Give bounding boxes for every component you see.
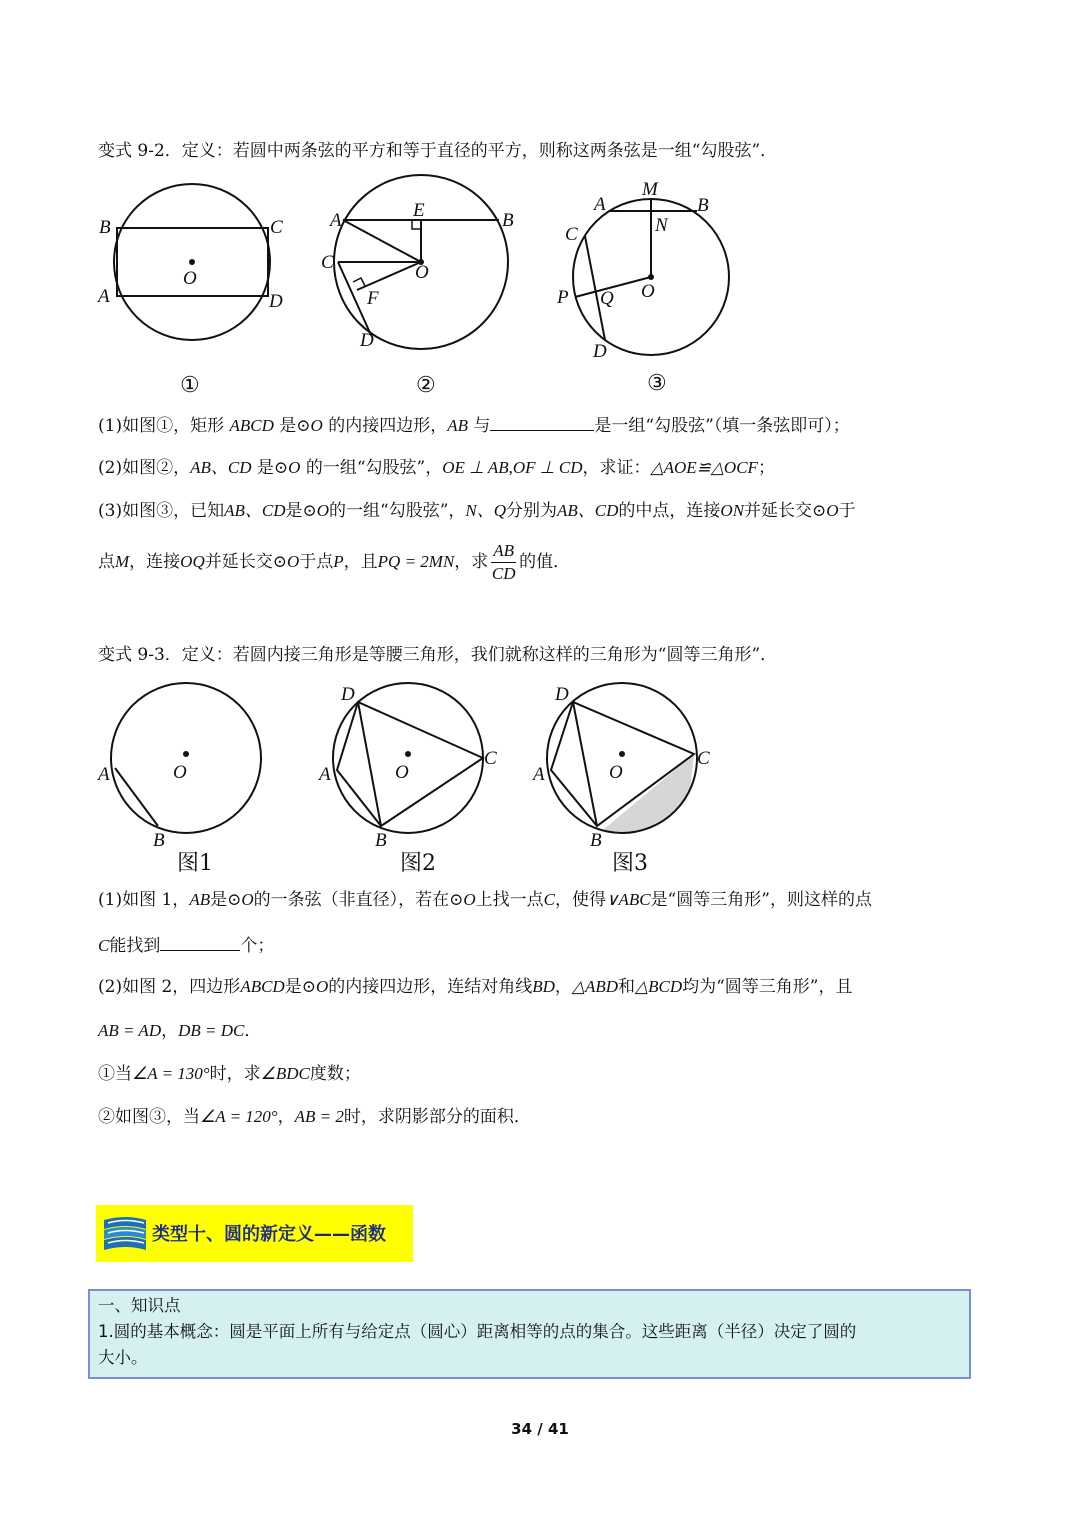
knowledge-line-2: 大小。 [98, 1348, 148, 1367]
svg-text:N: N [655, 215, 668, 236]
books-icon [100, 1210, 150, 1258]
svg-text:B: B [590, 830, 602, 851]
figure-caption-tu1: 图1 [177, 851, 213, 876]
svg-text:P: P [557, 287, 569, 308]
svg-text:E: E [413, 200, 425, 221]
figure-caption-1: ① [180, 373, 200, 398]
figure-caption-2: ② [416, 373, 436, 398]
question-9-3-2-line1: (2)如图 2，四边形ABCD是⊙O的内接四边形，连结对角线BD，△ABD和△BCD均为“圆等三角形”，且 [98, 977, 853, 997]
svg-text:C: C [697, 748, 710, 769]
svg-text:A: A [98, 286, 110, 307]
page-number: 34 / 41 [511, 1420, 569, 1438]
problem-9-2-title: 变式 9-2．定义：若圆中两条弦的平方和等于直径的平方，则称这两条弦是一组“勾股弦”． [98, 141, 778, 161]
question-9-3-1-line2: C能找到 个； [98, 932, 274, 958]
answer-blank [490, 412, 594, 431]
svg-text:Q: Q [600, 288, 614, 309]
svg-text:C: C [321, 252, 334, 273]
svg-text:A: A [594, 194, 606, 215]
svg-text:D: D [360, 330, 374, 351]
figures-9-3 [0, 670, 1080, 880]
figure-9-3-2 [317, 683, 497, 876]
figure-9-2-2 [321, 175, 514, 398]
question-9-2-3-line2: 点M，连接OQ并延长交⊙O于点P，且PQ = 2MN，求 $\frac{AB}{CD}$ 的值． [98, 541, 571, 583]
question-9-2-1: (1)如图①，矩形 ABCD 是⊙O 的内接四边形，AB 与 是一组“勾股弦”（填一条弦即可）； [98, 412, 850, 438]
svg-text:D: D [593, 341, 607, 362]
svg-text:C: C [484, 748, 497, 769]
svg-text:O: O [183, 268, 197, 289]
svg-text:D: D [269, 291, 283, 312]
svg-text:O: O [609, 762, 623, 783]
svg-text:A: A [533, 764, 545, 785]
question-9-3-2-sub2: ②如图③，当∠A = 120°，AB = 2时，求阴影部分的面积． [98, 1107, 531, 1127]
svg-text:O: O [173, 762, 187, 783]
svg-text:O: O [415, 262, 429, 283]
figure-9-3-3 [531, 683, 710, 880]
svg-text:A: A [98, 764, 110, 785]
question-9-3-2-sub1: ①当∠A = 130°时，求∠BDC度数； [98, 1064, 361, 1084]
figure-9-3-1 [96, 683, 261, 876]
fraction-ab-cd: $\frac{AB}{CD}$ [491, 541, 516, 583]
figure-caption-tu2: 图2 [400, 851, 436, 876]
question-9-2-2: (2)如图②，AB、CD 是⊙O 的一组“勾股弦”，OE ⊥ AB,OF ⊥ CD，求证：△AOE≌△OCF； [98, 458, 775, 478]
figure-caption-3: ③ [647, 371, 667, 396]
question-9-3-2-line2: AB = AD，DB = DC． [98, 1021, 262, 1041]
figure-9-2-3 [556, 179, 729, 396]
svg-text:C: C [270, 217, 283, 238]
knowledge-box [88, 1289, 971, 1379]
svg-text:F: F [367, 288, 379, 309]
svg-text:B: B [502, 210, 514, 231]
problem-9-3-title: 变式 9-3．定义：若圆内接三角形是等腰三角形，我们就称这样的三角形为“圆等三角形”． [98, 645, 778, 665]
svg-text:M: M [642, 179, 658, 200]
answer-blank [160, 932, 240, 951]
figure-caption-tu3: 图3 [612, 851, 648, 876]
question-9-2-3-line1: (3)如图③，已知AB、CD是⊙O的一组“勾股弦”，N、Q分别为AB、CD的中点，连接ON并延长交⊙O于 [98, 501, 856, 521]
svg-text:C: C [565, 224, 578, 245]
figure-9-2-1 [96, 184, 283, 398]
svg-text:B: B [153, 830, 165, 851]
question-9-3-1-line1: (1)如图 1，AB是⊙O的一条弦（非直径），若在⊙O上找一点C，使得∨ABC是“圆等三角形”，则这样的点 [98, 890, 872, 910]
svg-text:B: B [99, 217, 111, 238]
svg-text:O: O [641, 281, 655, 302]
svg-text:B: B [697, 195, 709, 216]
knowledge-line-1: 1.圆的基本概念：圆是平面上所有与给定点（圆心）距离相等的点的集合。这些距离（半径）决定了圆的 [98, 1322, 857, 1341]
svg-text:D: D [341, 684, 355, 705]
svg-text:A: A [330, 210, 342, 231]
svg-text:A: A [319, 764, 331, 785]
svg-text:O: O [395, 762, 409, 783]
svg-text:D: D [555, 684, 569, 705]
svg-text:B: B [375, 830, 387, 851]
figures-9-2 [0, 0, 1080, 400]
section-banner-title: 类型十、圆的新定义——函数 [152, 1224, 386, 1245]
knowledge-heading: 一、知识点 [98, 1296, 181, 1315]
